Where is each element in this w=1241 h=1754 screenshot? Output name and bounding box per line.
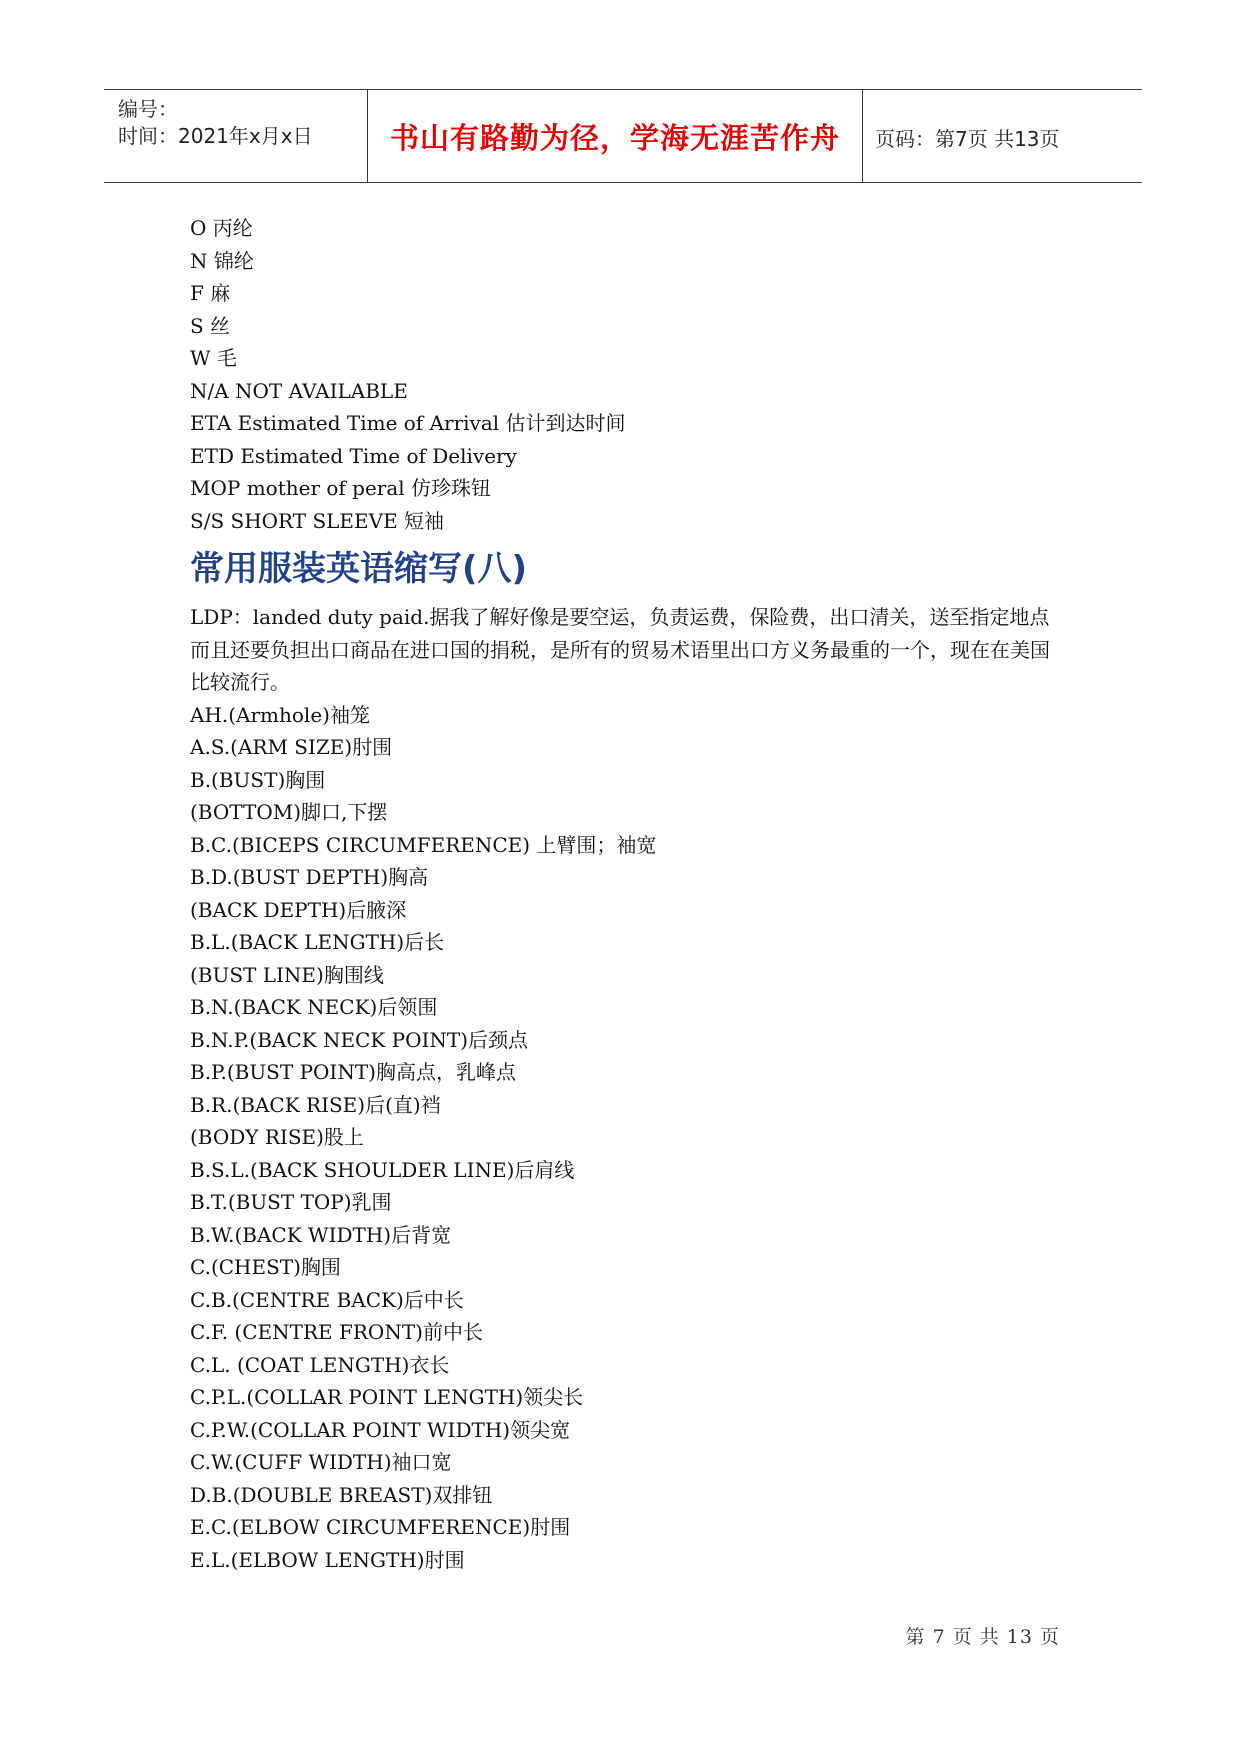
term-line: B.W.(BACK WIDTH)后背宽 bbox=[190, 1222, 452, 1247]
term-line: MOP mother of peral 仿珍珠钮 bbox=[190, 476, 492, 500]
term-line: A.S.(ARM SIZE)肘围 bbox=[190, 735, 393, 759]
term-line: B.T.(BUST TOP)乳围 bbox=[190, 1190, 392, 1214]
term-line: ETD Estimated Time of Delivery bbox=[190, 443, 517, 468]
ldp-paragraph: LDP：landed duty paid.据我了解好像是要空运，负责运费，保险费，出口清关，送至指定地点而且还要负担出口商品在进口国的捐税，是所有的贸易术语里出口方义务最重的一个，现在在美国比较流行。 bbox=[190, 605, 1050, 694]
term-line: O 丙纶 bbox=[190, 216, 253, 240]
term-line: B.S.L.(BACK SHOULDER LINE)后肩线 bbox=[190, 1157, 575, 1182]
number-label: 编号： bbox=[118, 97, 178, 121]
term-line: (BACK DEPTH)后腋深 bbox=[190, 897, 407, 922]
term-line: D.B.(DOUBLE BREAST)双排钮 bbox=[190, 1482, 493, 1507]
document-body bbox=[190, 212, 1090, 1576]
term-line: W 毛 bbox=[190, 346, 237, 370]
term-line: C.F. (CENTRE FRONT)前中长 bbox=[190, 1320, 483, 1344]
time-label: 时间：2021年x月x日 bbox=[118, 124, 313, 148]
term-line: B.N.P.(BACK NECK POINT)后颈点 bbox=[190, 1027, 529, 1052]
term-line: B.C.(BICEPS CIRCUMFERENCE) 上臂围；袖宽 bbox=[190, 832, 657, 857]
term-line: F 麻 bbox=[190, 281, 231, 305]
section-heading: 常用服装英语缩写(八) bbox=[190, 549, 528, 589]
term-line: E.L.(ELBOW LENGTH)肘围 bbox=[190, 1547, 465, 1572]
term-line: C.P.L.(COLLAR POINT LENGTH)领尖长 bbox=[190, 1385, 584, 1409]
term-line: B.N.(BACK NECK)后领围 bbox=[190, 995, 438, 1019]
term-line: (BUST LINE)胸围线 bbox=[190, 962, 384, 987]
term-line: B.P.(BUST POINT)胸高点，乳峰点 bbox=[190, 1060, 516, 1084]
motto-text: 书山有路勤为径，学海无涯苦作舟 bbox=[389, 121, 840, 155]
term-line: C.W.(CUFF WIDTH)袖口宽 bbox=[190, 1450, 452, 1474]
term-line: B.D.(BUST DEPTH)胸高 bbox=[190, 865, 429, 889]
term-line: (BOTTOM)脚口,下摆 bbox=[190, 800, 388, 824]
page-header bbox=[104, 89, 1142, 183]
header-motto-cell bbox=[368, 90, 863, 182]
term-line: C.(CHEST)胸围 bbox=[190, 1255, 341, 1279]
term-line: B.(BUST)胸围 bbox=[190, 767, 326, 792]
header-info-cell bbox=[104, 90, 368, 182]
term-line: C.L. (COAT LENGTH)衣长 bbox=[190, 1352, 450, 1377]
page-code: 页码：第7页 共13页 bbox=[875, 127, 1060, 151]
term-line: N 锦纶 bbox=[190, 248, 254, 273]
page-footer: 第 7 页 共 13 页 bbox=[905, 1626, 1060, 1648]
term-line: ETA Estimated Time of Arrival 估计到达时间 bbox=[190, 411, 626, 435]
term-line: E.C.(ELBOW CIRCUMFERENCE)肘围 bbox=[190, 1515, 571, 1539]
term-line: (BODY RISE)股上 bbox=[190, 1125, 364, 1149]
term-line: S 丝 bbox=[190, 313, 231, 338]
term-line: B.R.(BACK RISE)后(直)裆 bbox=[190, 1092, 441, 1117]
term-line: C.P.W.(COLLAR POINT WIDTH)领尖宽 bbox=[190, 1417, 571, 1442]
term-line: C.B.(CENTRE BACK)后中长 bbox=[190, 1287, 464, 1312]
term-line: AH.(Armhole)袖笼 bbox=[190, 702, 370, 727]
term-line: B.L.(BACK LENGTH)后长 bbox=[190, 930, 445, 954]
header-page-cell bbox=[863, 90, 1142, 182]
term-line: S/S SHORT SLEEVE 短袖 bbox=[190, 508, 445, 533]
term-line: N/A NOT AVAILABLE bbox=[190, 378, 408, 403]
